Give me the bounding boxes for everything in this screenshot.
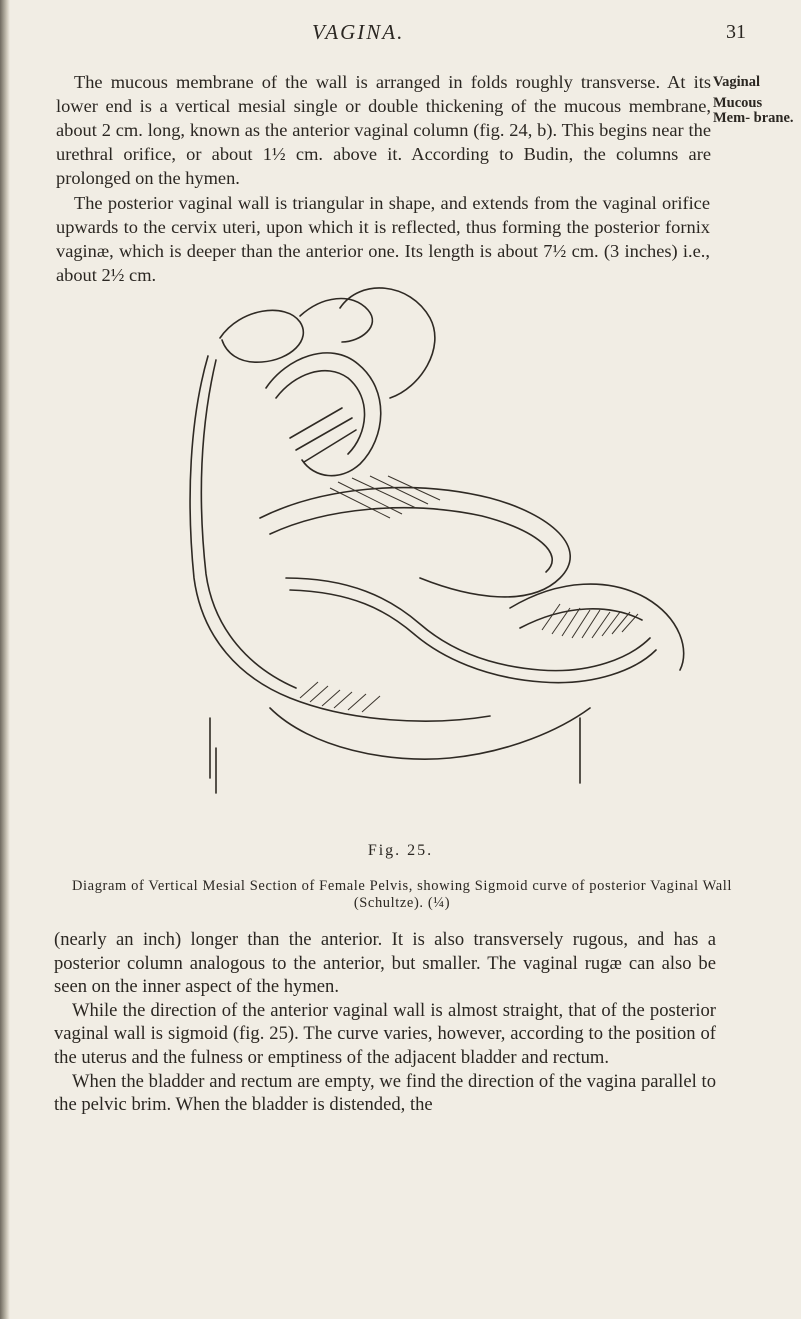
paragraph-continuation: (nearly an inch) longer than the anterior. It is also transversely rugous, and has a posterior column analogous to the anterior, but smaller. The vaginal rugæ can also be seen on the inner aspect of the hymen.	[54, 929, 716, 998]
paragraph-direction: While the direction of the anterior vaginal wall is almost straight, that of the posterior vaginal wall is sigmoid (fig. 25). The curve varies, however, according to the position of the uterus and the fulness or emptiness of the adjacent bladder and rectum.	[54, 999, 716, 1068]
body-text-bottom	[54, 928, 716, 1117]
page-number: 31	[726, 21, 746, 43]
running-head	[0, 20, 801, 60]
binding-shadow	[0, 0, 10, 1319]
paragraph-mucous-membrane: The mucous membrane of the wall is arranged in folds roughly transverse. At its lower end is a vertical mesial single or double thickening of the mucous membrane, about 2 cm. long, known as the anterior vaginal column (fig. 24, b). This begins near the urethral orifice, or about 1½ cm. above it. According to Budin, the columns are prolonged on the hymen.	[56, 72, 711, 189]
margin-notes	[713, 75, 797, 132]
paragraph-bladder-rectum: When the bladder and rectum are empty, we find the direction of the vagina parallel to the pelvic brim. When the bladder is distended, the	[54, 1070, 716, 1116]
figure-description: Diagram of Vertical Mesial Section of Female Pelvis, showing Sigmoid curve of posterior Vaginal Wall (Schultze). (¼)	[71, 878, 733, 911]
pelvis-section-drawing	[90, 278, 730, 798]
running-title: VAGINA.	[312, 20, 405, 44]
paragraph-posterior-wall: The posterior vaginal wall is triangular in shape, and extends from the vaginal orifice upwards to the cervix uteri, upon which it is reflected, thus forming the posterior fornix vaginæ, which is deeper than the anterior one. Its length is about 7½ cm. (3 inches) i.e., about 2½ cm.	[56, 193, 710, 286]
figure-label: Fig. 25.	[367, 842, 434, 859]
margin-note-mucous-membrane: Mucous Mem- brane.	[713, 95, 794, 126]
margin-note-vaginal: Vaginal	[713, 74, 761, 90]
figure-pelvis-section	[90, 278, 730, 798]
